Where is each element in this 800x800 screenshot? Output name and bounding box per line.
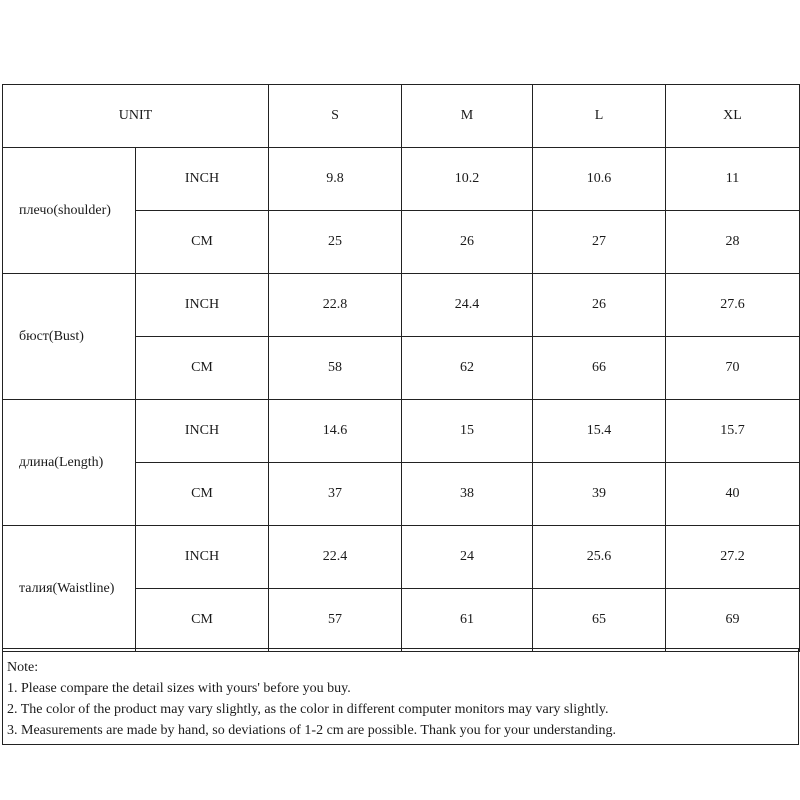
note-line-3: 3. Measurements are made by hand, so deviations of 1-2 cm are possible. Thank you for your understanding. xyxy=(7,723,616,738)
unit-cell: CM xyxy=(136,211,269,274)
table-row xyxy=(3,148,800,211)
value-cell: 15 xyxy=(402,400,533,463)
value-cell: 69 xyxy=(666,589,800,652)
value-cell: 57 xyxy=(269,589,402,652)
value-cell: 24 xyxy=(402,526,533,589)
value-cell: 28 xyxy=(666,211,800,274)
table-row xyxy=(3,274,800,337)
unit-cell: INCH xyxy=(136,526,269,589)
unit-cell: CM xyxy=(136,463,269,526)
value-cell: 58 xyxy=(269,337,402,400)
value-cell: 70 xyxy=(666,337,800,400)
header-row xyxy=(3,85,800,148)
value-cell: 10.6 xyxy=(533,148,666,211)
note-line-1: 1. Please compare the detail sizes with yours' before you buy. xyxy=(7,681,351,696)
table-row xyxy=(3,526,800,589)
value-cell: 22.8 xyxy=(269,274,402,337)
size-header-xl: XL xyxy=(666,85,800,148)
value-cell: 25 xyxy=(269,211,402,274)
value-cell: 15.4 xyxy=(533,400,666,463)
measurement-label: бюст(Bust) xyxy=(3,274,136,400)
size-header-l: L xyxy=(533,85,666,148)
value-cell: 27 xyxy=(533,211,666,274)
measurement-label: длина(Length) xyxy=(3,400,136,526)
value-cell: 27.2 xyxy=(666,526,800,589)
value-cell: 26 xyxy=(533,274,666,337)
value-cell: 39 xyxy=(533,463,666,526)
note-title: Note: xyxy=(7,660,39,675)
table-row xyxy=(3,400,800,463)
unit-cell: INCH xyxy=(136,274,269,337)
value-cell: 9.8 xyxy=(269,148,402,211)
size-chart-table xyxy=(2,84,800,652)
value-cell: 61 xyxy=(402,589,533,652)
size-header-s: S xyxy=(269,85,402,148)
value-cell: 25.6 xyxy=(533,526,666,589)
value-cell: 11 xyxy=(666,148,800,211)
value-cell: 10.2 xyxy=(402,148,533,211)
value-cell: 14.6 xyxy=(269,400,402,463)
value-cell: 15.7 xyxy=(666,400,800,463)
note-line-2: 2. The color of the product may vary slightly, as the color in different computer monitors may vary slightly. xyxy=(7,702,609,717)
size-header-m: M xyxy=(402,85,533,148)
unit-cell: CM xyxy=(136,337,269,400)
value-cell: 66 xyxy=(533,337,666,400)
value-cell: 38 xyxy=(402,463,533,526)
note-box xyxy=(2,648,799,745)
value-cell: 24.4 xyxy=(402,274,533,337)
value-cell: 65 xyxy=(533,589,666,652)
size-chart-body xyxy=(3,85,800,652)
value-cell: 27.6 xyxy=(666,274,800,337)
value-cell: 40 xyxy=(666,463,800,526)
value-cell: 37 xyxy=(269,463,402,526)
unit-cell: INCH xyxy=(136,148,269,211)
unit-header: UNIT xyxy=(3,85,269,148)
measurement-label: плечо(shoulder) xyxy=(3,148,136,274)
value-cell: 26 xyxy=(402,211,533,274)
unit-cell: INCH xyxy=(136,400,269,463)
measurement-label: талия(Waistline) xyxy=(3,526,136,652)
value-cell: 62 xyxy=(402,337,533,400)
value-cell: 22.4 xyxy=(269,526,402,589)
unit-cell: CM xyxy=(136,589,269,652)
